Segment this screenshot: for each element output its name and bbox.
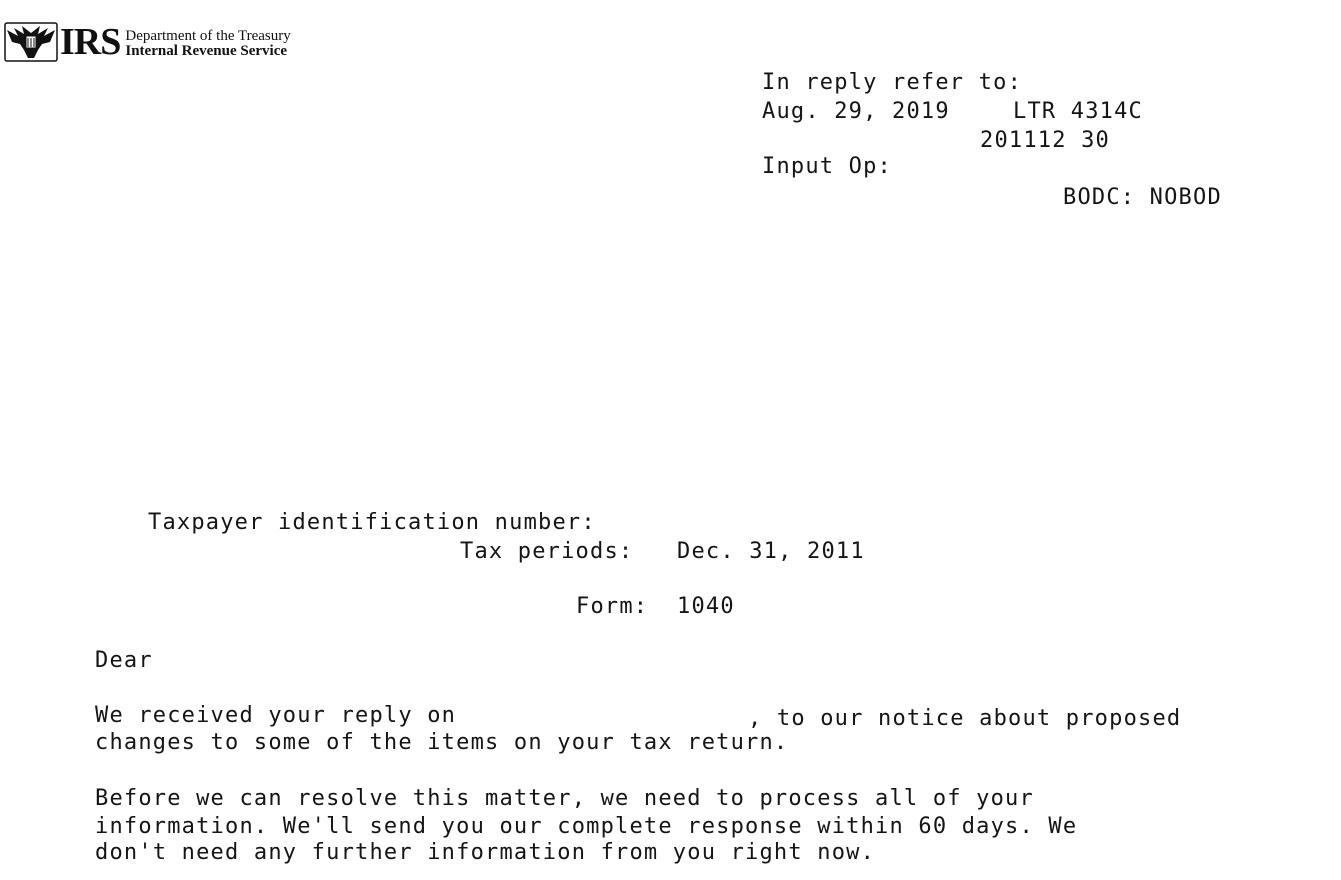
paragraph-1-line-1-end: , to our notice about proposed [748, 706, 1182, 731]
tin-label: Taxpayer identification number: [148, 510, 596, 535]
irs-eagle-icon [4, 22, 58, 62]
irs-wordmark: IRS [60, 21, 121, 63]
department-line-2: Internal Revenue Service [125, 43, 288, 59]
department-line-1: Department of the Treasury [125, 28, 291, 44]
bodc-code: BODC: NOBOD [1063, 185, 1222, 210]
form-value: 1040 [677, 594, 735, 619]
letter-date: Aug. 29, 2019 [762, 99, 950, 124]
input-op-label: Input Op: [762, 154, 893, 179]
reference-number: 201112 30 [980, 128, 1111, 153]
paragraph-2-line-3: don't need any further information from you right now. [95, 840, 876, 865]
tax-periods-value: Dec. 31, 2011 [677, 539, 865, 564]
paragraph-1-line-1-start: We received your reply on [95, 703, 457, 728]
letter-code: LTR 4314C [1013, 99, 1144, 124]
tax-periods-label: Tax periods: [460, 539, 634, 564]
paragraph-2-line-2: information. We'll send you our complete response within 60 days. We [95, 814, 1078, 839]
reply-refer-label: In reply refer to: [762, 70, 1023, 95]
paragraph-2-line-1: Before we can resolve this matter, we need to process all of your [95, 786, 1034, 811]
salutation: Dear [95, 648, 153, 673]
form-label: Form: [576, 594, 649, 619]
paragraph-1-line-2: changes to some of the items on your tax return. [95, 730, 789, 755]
irs-logo [4, 22, 291, 62]
department-name [125, 29, 290, 59]
